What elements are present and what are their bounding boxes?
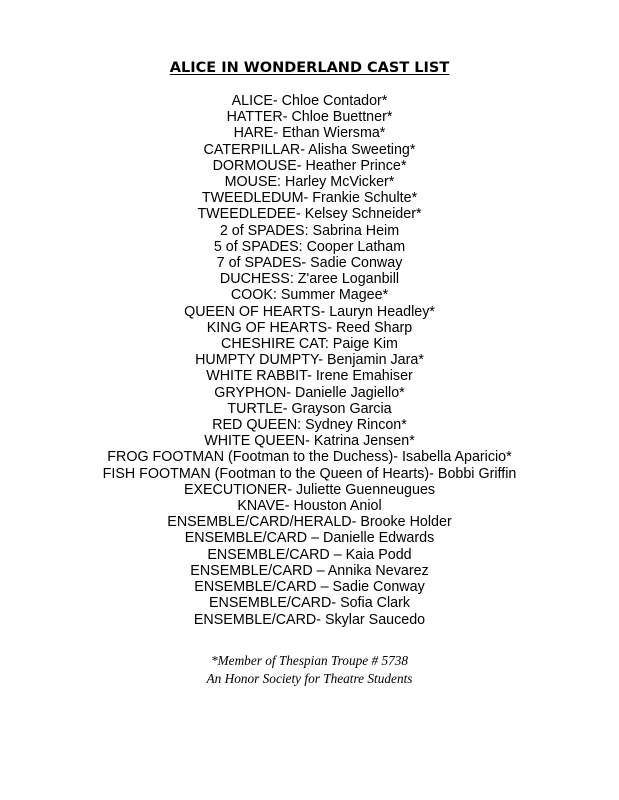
cast-entry: ENSEMBLE/CARD/HERALD- Brooke Holder	[167, 514, 452, 531]
cast-entry: COOK: Summer Magee*	[230, 287, 389, 304]
cast-entry: ENSEMBLE/CARD – Annika Nevarez	[190, 562, 429, 579]
cast-entry: ENSEMBLE/CARD- Skylar Saucedo	[193, 611, 426, 628]
cast-entry: MOUSE: Harley McVicker*	[224, 174, 395, 191]
cast-entry: 7 of SPADES- Sadie Conway	[216, 255, 403, 272]
cast-entry: 2 of SPADES: Sabrina Heim	[219, 222, 400, 239]
cast-entry: HARE- Ethan Wiersma*	[233, 125, 386, 142]
cast-entry: ENSEMBLE/CARD – Danielle Edwards	[184, 530, 435, 547]
cast-entry: ENSEMBLE/CARD – Kaia Podd	[207, 546, 412, 563]
cast-entry: ENSEMBLE/CARD- Sofia Clark	[208, 595, 410, 612]
cast-entry: QUEEN OF HEARTS- Lauryn Headley*	[184, 303, 435, 320]
cast-entry: ENSEMBLE/CARD – Sadie Conway	[194, 579, 425, 596]
cast-entry: TWEEDLEDEE- Kelsey Schneider*	[197, 206, 422, 223]
cast-list	[0, 93, 619, 628]
cast-entry: HATTER- Chloe Buettner*	[226, 109, 393, 126]
document-title: ALICE IN WONDERLAND CAST LIST	[169, 60, 450, 76]
cast-entry: HUMPTY DUMPTY- Benjamin Jara*	[195, 352, 424, 369]
cast-entry: TURTLE- Grayson Garcia	[227, 400, 392, 417]
cast-entry: WHITE RABBIT- Irene Emahiser	[206, 368, 413, 385]
cast-entry: CHESHIRE CAT: Paige Kim	[221, 336, 398, 353]
cast-entry: KNAVE- Houston Aniol	[237, 498, 382, 515]
cast-entry: 5 of SPADES: Cooper Latham	[213, 238, 406, 255]
cast-entry: TWEEDLEDUM- Frankie Schulte*	[201, 190, 418, 207]
cast-entry: CATERPILLAR- Alisha Sweeting*	[203, 141, 416, 158]
footnote-line-honor-society: An Honor Society for Theatre Students	[206, 671, 413, 686]
cast-entry: RED QUEEN: Sydney Rincon*	[212, 417, 407, 434]
thespian-footnote	[0, 652, 619, 688]
cast-entry: ALICE- Chloe Contador*	[231, 93, 388, 109]
cast-entry: WHITE QUEEN- Katrina Jensen*	[204, 433, 415, 450]
cast-entry: FROG FOOTMAN (Footman to the Duchess)- Isabella Aparicio*	[107, 449, 512, 466]
footnote-line-troupe: *Member of Thespian Troupe # 5738	[210, 653, 409, 668]
cast-entry: DORMOUSE- Heather Prince*	[212, 157, 407, 174]
cast-entry: KING OF HEARTS- Reed Sharp	[206, 319, 413, 336]
cast-entry: FISH FOOTMAN (Footman to the Queen of Hearts)- Bobbi Griffin	[102, 465, 517, 482]
cast-entry: EXECUTIONER- Juliette Guenneugues	[183, 481, 436, 498]
cast-entry: GRYPHON- Danielle Jagiello*	[214, 384, 405, 401]
cast-entry: DUCHESS: Z'aree Loganbill	[219, 271, 400, 288]
